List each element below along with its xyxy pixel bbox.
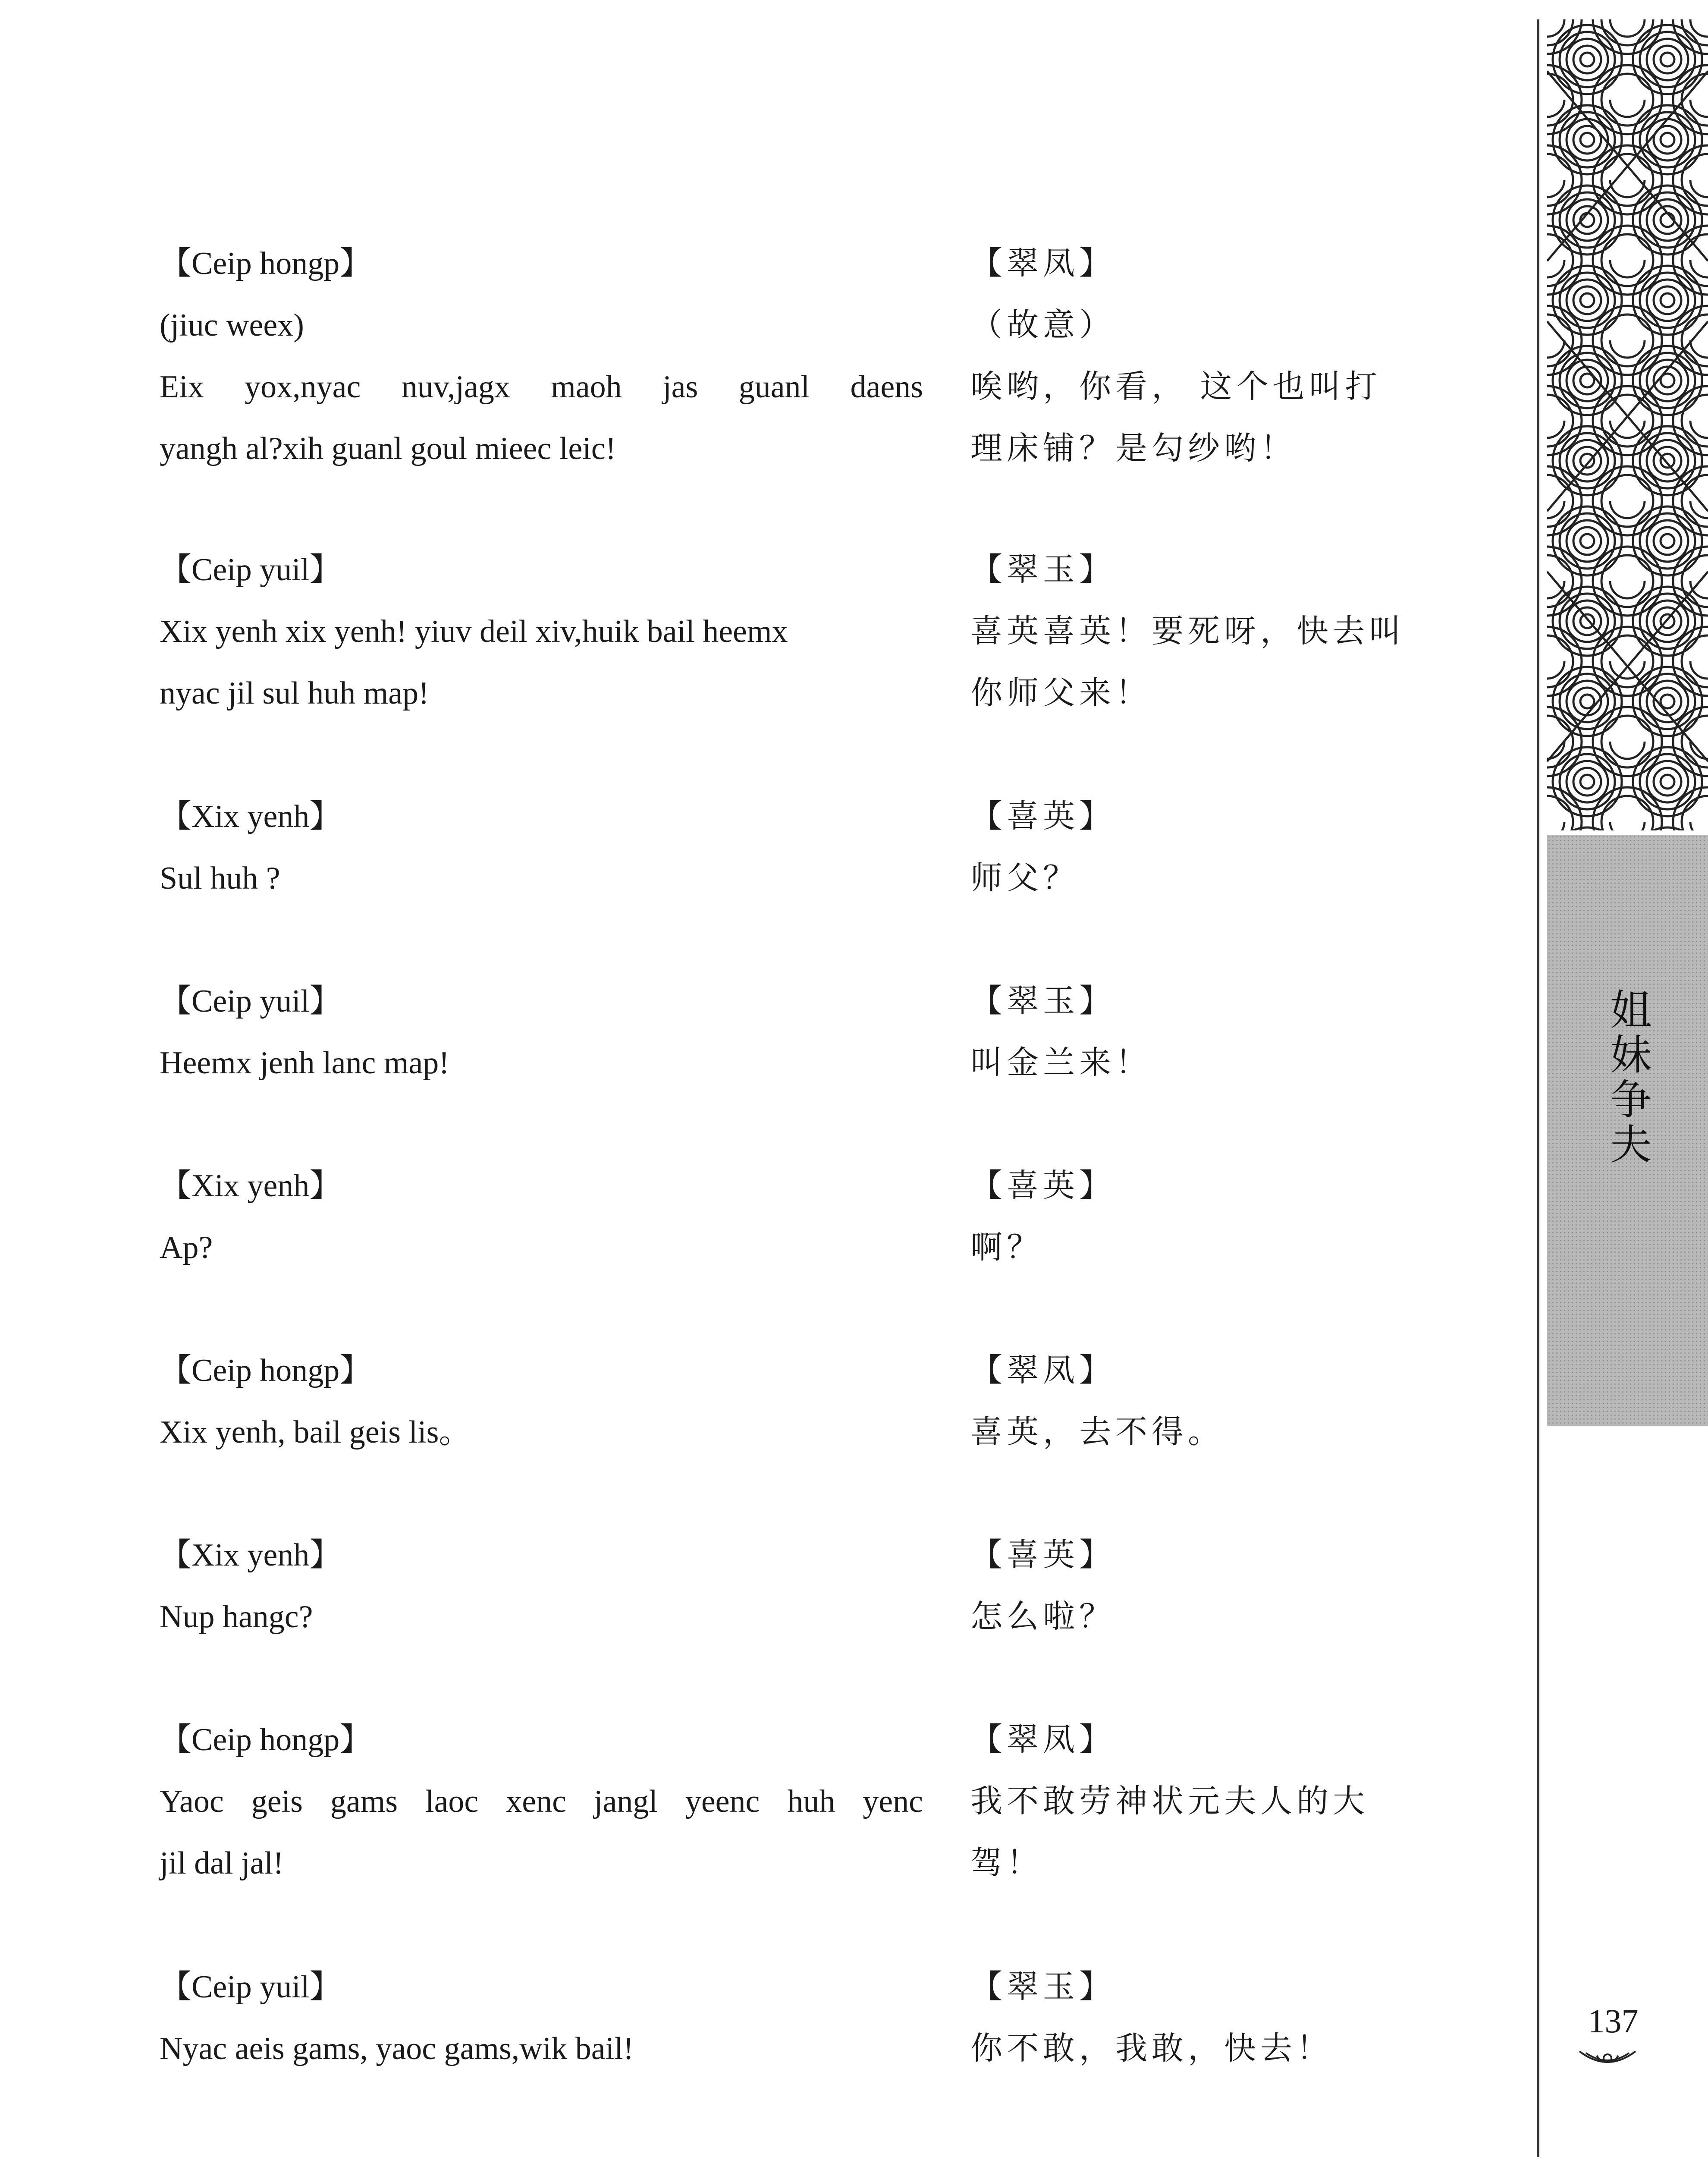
dialogue-line: jil dal jal! (160, 1846, 284, 1881)
dialogue-line: 啊？ (970, 1230, 1043, 1265)
speaker-name: 【翠玉】 (970, 984, 1115, 1019)
dialogue-en-6 (160, 1340, 923, 1463)
speaker-name: 【翠凤】 (970, 1353, 1115, 1388)
dialogue-line: Xix yenh xix yenh! yiuv deil xiv,huik bail heemx (160, 614, 788, 649)
section-tab (1547, 835, 1708, 1426)
dialogue-zh-3 (970, 786, 1449, 909)
speaker-name: 【翠玉】 (970, 1969, 1115, 2005)
speaker-name: 【Xix yenh】 (160, 799, 342, 834)
dialogue-zh-8 (970, 1709, 1449, 1894)
margin-rule (1537, 19, 1539, 2157)
ornament-icon (1575, 2047, 1640, 2073)
speaker-name: 【Ceip hongp】 (160, 1722, 372, 1758)
dialogue-zh-2 (970, 539, 1449, 724)
dialogue-line: Xix yenh, bail geis lis。 (160, 1415, 471, 1450)
speaker-name: 【Ceip yuil】 (160, 1969, 342, 2005)
speaker-name: 【Ceip yuil】 (160, 552, 342, 588)
cloud-pattern-decoration (1547, 19, 1708, 830)
dialogue-en-8 (160, 1709, 923, 1894)
speaker-name: 【Ceip hongp】 (160, 246, 372, 281)
speaker-name: 【Xix yenh】 (160, 1168, 342, 1204)
dialogue-line: Heemx jenh lanc map! (160, 1045, 449, 1081)
stage-direction: (jiuc weex) (160, 308, 304, 343)
dialogue-en-3 (160, 786, 923, 909)
dialogue-line: Ap? (160, 1230, 213, 1265)
dialogue-en-2 (160, 539, 923, 724)
dialogue-line: 我不敢劳神状元夫人的大 (970, 1784, 1369, 1819)
dialogue-line: 你不敢，我敢，快去！ (970, 2031, 1333, 2066)
dialogue-line: 师父？ (970, 861, 1079, 896)
speaker-name: 【翠凤】 (970, 246, 1115, 281)
speaker-name: 【喜英】 (970, 799, 1115, 834)
dialogue-line: 驾！ (970, 1846, 1043, 1881)
dialogue-zh-4 (970, 971, 1449, 1094)
page-number: 137 (1588, 2002, 1639, 2040)
dialogue-line: 叫金兰来！ (970, 1045, 1152, 1081)
speaker-name: 【Ceip yuil】 (160, 984, 342, 1019)
speaker-name: 【喜英】 (970, 1168, 1115, 1204)
stage-direction: （故意） (970, 308, 1115, 343)
speaker-name: 【Xix yenh】 (160, 1538, 342, 1573)
dialogue-en-7 (160, 1525, 923, 1648)
dialogue-line: Nup hangc? (160, 1599, 313, 1635)
dialogue-line: yangh al?xih guanl goul mieec leic! (160, 431, 616, 466)
dialogue-line: nyac jil sul huh map! (160, 676, 429, 711)
dialogue-en-4 (160, 971, 923, 1094)
dialogue-line: 唉哟，你看， 这个也叫打 (970, 369, 1381, 405)
section-title: 姐妹争夫 (1604, 988, 1651, 1167)
dialogue-line: Nyac aeis gams, yaoc gams,wik bail! (160, 2031, 634, 2066)
dialogue-line: Sul huh ? (160, 861, 280, 896)
dialogue-en-1 (160, 233, 923, 480)
dialogue-en-5 (160, 1155, 923, 1279)
dialogue-en-9 (160, 1956, 923, 2080)
dialogue-zh-7 (970, 1525, 1449, 1648)
dialogue-zh-5 (970, 1155, 1449, 1279)
speaker-name: 【翠凤】 (970, 1722, 1115, 1758)
dialogue-line: Eix yox,nyac nuv,jagx maoh jas guanl daens (160, 369, 923, 405)
speaker-name: 【Ceip hongp】 (160, 1353, 372, 1388)
dialogue-zh-6 (970, 1340, 1449, 1463)
dialogue-line: Yaoc geis gams laoc xenc jangl yeenc huh yenc (160, 1784, 923, 1819)
dialogue-zh-9 (970, 1956, 1449, 2080)
speaker-name: 【喜英】 (970, 1538, 1115, 1573)
dialogue-zh-1 (970, 233, 1449, 480)
dialogue-line: 怎么啦？ (970, 1599, 1115, 1635)
speaker-name: 【翠玉】 (970, 552, 1115, 588)
dialogue-line: 喜英喜英！要死呀，快去叫 (970, 614, 1405, 649)
dialogue-line: 喜英，去不得。 (970, 1415, 1224, 1450)
dialogue-line: 理床铺？是勾纱哟！ (970, 431, 1297, 466)
dialogue-line: 你师父来！ (970, 676, 1152, 711)
